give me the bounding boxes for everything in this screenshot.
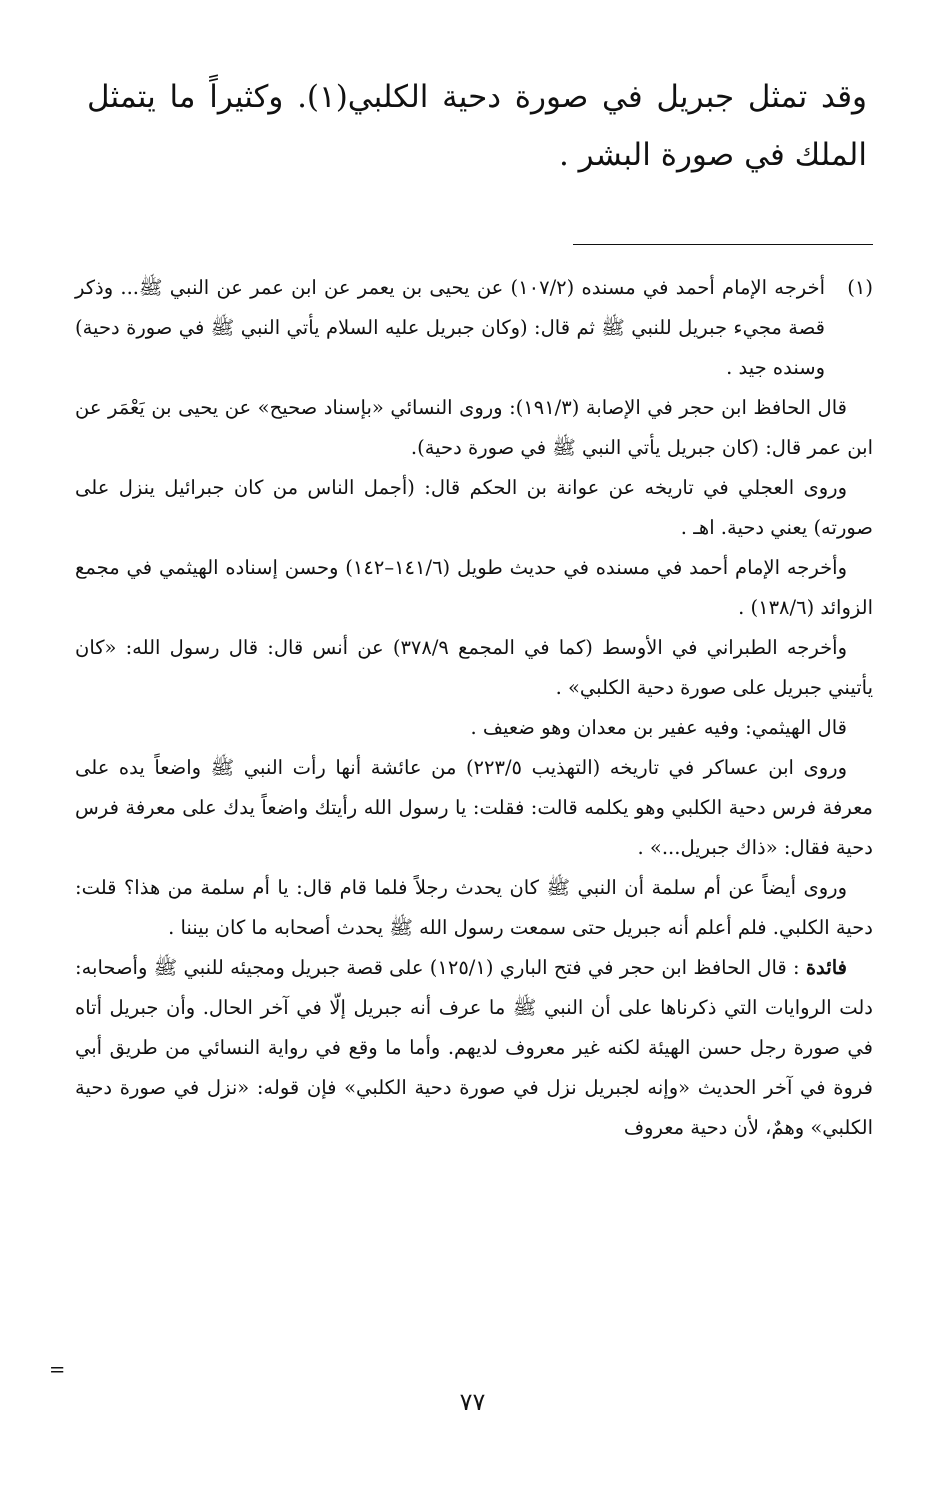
main-text: وقد تمثل جبريل في صورة دحية الكلبي(١). وكثيراً ما يتمثل الملك في صورة البشر . <box>87 79 868 173</box>
footnotes <box>75 268 873 1148</box>
footnote-text-1: أخرجه الإمام أحمد في مسنده (١٠٧/٢) عن يحيى بن يعمر عن ابن عمر عن النبي ﷺ... وذكر قصة مجيء جبريل للنبي ﷺ ثم قال: (وكان جبريل عليه السلام يأتي النبي ﷺ في صورة دحية) وسنده جيد . <box>75 276 825 379</box>
benefit-label: فائدة <box>805 956 847 979</box>
benefit-text: : قال الحافظ ابن حجر في فتح الباري (١٢٥/١) على قصة جبريل ومجيئه للنبي ﷺ وأصحابه: دلت الروايات التي ذكرناها على أن النبي ﷺ ما عرف أنه جبريل إلّا في آخر الحال. وأن جبريل أتاه في صورة رجل حسن الهيئة لكنه غير معروف لديهم. وأما ما وقع في رواية النسائي من طريق أبي فروة في آخر الحديث «وإنه لجبريل نزل في صورة دحية الكلبي» فإن قوله: «نزل في صورة دحية الكلبي» وهمٌ، لأن دحية معروف <box>75 956 873 1139</box>
footnote-paragraph-7: وروى ابن عساكر في تاريخه (التهذيب ٢٢٣/٥) من عائشة أنها رأت النبي ﷺ واضعاً يده على معرفة فرس دحية الكلبي وهو يكلمه قالت: فقلت: يا رسول الله رأيتك واضعاً يدك على معرفة فرس دحية فقال: «ذاك جبريل...» . <box>75 756 873 859</box>
footnote-marker: (١) <box>847 276 873 299</box>
footnote-paragraph-5: وأخرجه الطبراني في الأوسط (كما في المجمع ٣٧٨/٩) عن أنس قال: قال رسول الله: «كان يأتيني جبريل على صورة دحية الكلبي» . <box>75 636 873 699</box>
footnote-paragraph-2: قال الحافظ ابن حجر في الإصابة (١٩١/٣): وروى النسائي «بإسناد صحيح» عن يحيى بن يَعْمَر عن ابن عمر قال: (كان جبريل يأتي النبي ﷺ في صورة دحية). <box>75 396 873 459</box>
footnote-paragraph-6: قال الهيثمي: وفيه عفير بن معدان وهو ضعيف . <box>470 716 847 739</box>
footnote-paragraph-8: وروى أيضاً عن أم سلمة أن النبي ﷺ كان يحدث رجلاً فلما قام قال: يا أم سلمة من هذا؟ قلت: دحية الكلبي. فلم أعلم أنه جبريل حتى سمعت رسول الله ﷺ يحدث أصحابه ما كان بيننا . <box>75 876 873 939</box>
benefit-paragraph <box>75 948 873 1148</box>
page-number: ٧٧ <box>459 1388 486 1416</box>
footnote-paragraph-3: وروى العجلي في تاريخه عن عوانة بن الحكم قال: (أجمل الناس من كان جبرائيل ينزل على صورته) يعني دحية. اهـ . <box>75 476 873 539</box>
footnote-paragraph-1 <box>75 268 873 388</box>
footnote-paragraph-4: وأخرجه الإمام أحمد في مسنده في حديث طويل (١٤١/٦–١٤٢) وحسن إسناده الهيثمي في مجمع الزوائد (١٣٨/٦) . <box>75 556 873 619</box>
continuation-mark: = <box>49 1358 66 1381</box>
footnote-divider <box>573 244 873 245</box>
